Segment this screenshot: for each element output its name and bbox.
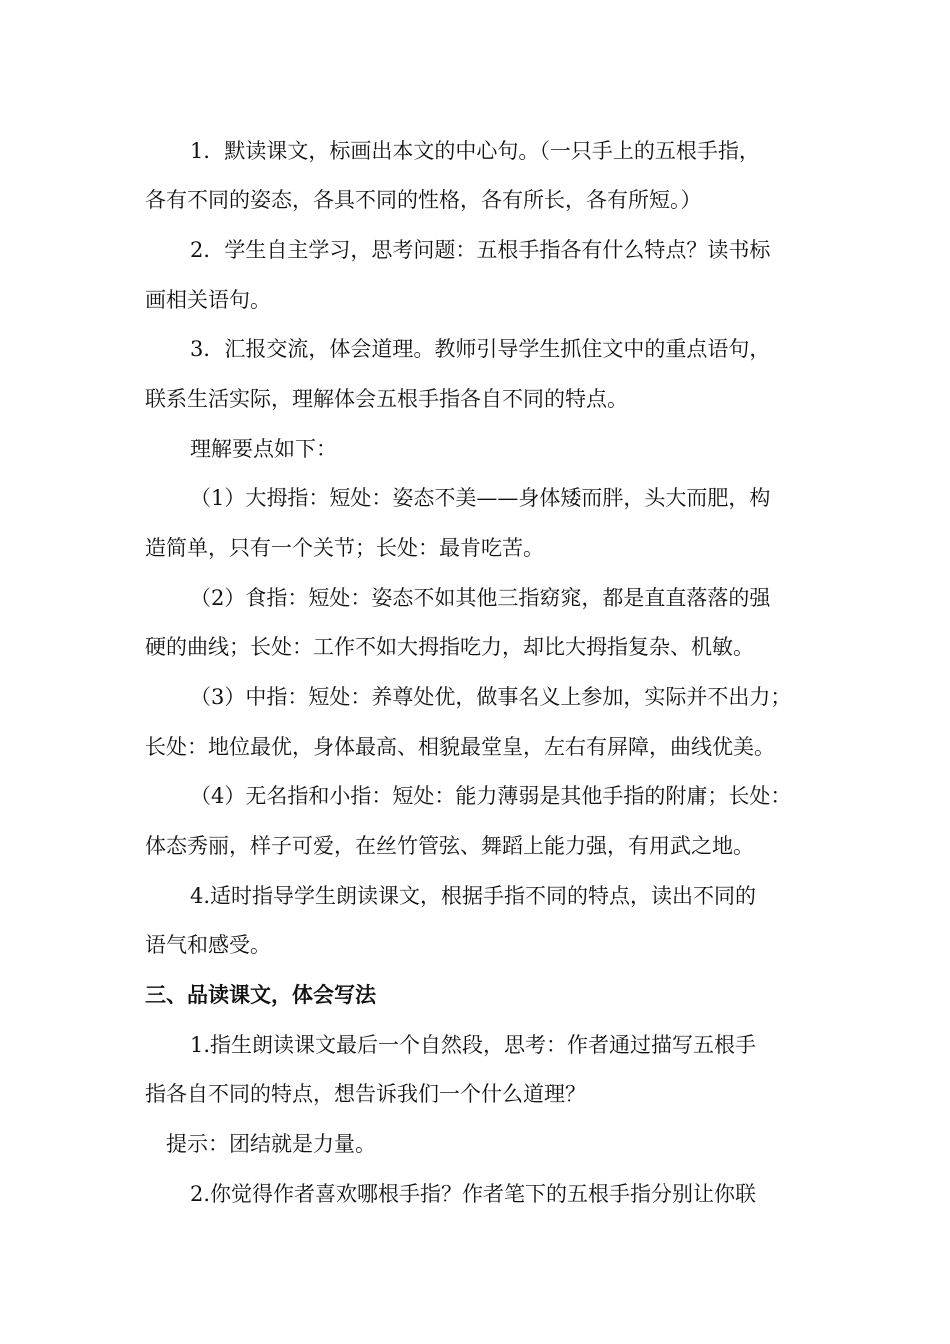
paragraph-line-16: 4.适时指导学生朗读课文，根据手指不同的特点，读出不同的 [190, 884, 757, 908]
paragraph-line-11: 硬的曲线；长处：工作不如大拇指吃力，却比大拇指复杂、机敏。 [145, 635, 754, 659]
paragraph-line-9: 造简单，只有一个关节；长处：最肯吃苦。 [145, 536, 544, 560]
paragraph-line-21: 提示：团结就是力量。 [166, 1132, 376, 1156]
paragraph-line-22: 2.你觉得作者喜欢哪根手指？作者笔下的五根手指分别让你联 [190, 1182, 757, 1206]
paragraph-line-2: 各有不同的姿态，各具不同的性格，各有所长，各有所短。） [145, 188, 702, 212]
paragraph-line-19: 1.指生朗读课文最后一个自然段，思考：作者通过描写五根手 [190, 1033, 757, 1057]
paragraph-line-4: 画相关语句。 [145, 288, 271, 312]
paragraph-line-13: 长处：地位最优，身体最高、相貌最堂皇，左右有屏障，曲线优美。 [145, 735, 775, 759]
paragraph-line-10: （2）食指：短处：姿态不如其他三指窈窕，都是直直落落的强 [190, 586, 771, 610]
paragraph-line-5: 3．汇报交流，体会道理。教师引导学生抓住文中的重点语句， [190, 337, 771, 361]
paragraph-line-1: 1．默读课文，标画出本文的中心句。（一只手上的五根手指， [190, 139, 760, 163]
paragraph-line-15: 体态秀丽，样子可爱，在丝竹管弦、舞蹈上能力强，有用武之地。 [145, 834, 754, 858]
paragraph-line-17: 语气和感受。 [145, 933, 271, 957]
paragraph-line-3: 2．学生自主学习，思考问题：五根手指各有什么特点？读书标 [190, 238, 771, 262]
paragraph-line-7: 理解要点如下： [190, 437, 337, 461]
paragraph-line-20: 指各自不同的特点，想告诉我们一个什么道理？ [145, 1082, 586, 1106]
paragraph-line-12: （3）中指：短处：养尊处优，做事名义上参加，实际并不出力； [190, 685, 792, 709]
paragraph-line-6: 联系生活实际，理解体会五根手指各自不同的特点。 [145, 387, 628, 411]
section-heading: 三、品读课文，体会写法 [145, 983, 376, 1007]
paragraph-line-8: （1）大拇指：短处：姿态不美——身体矮而胖，头大而肥，构 [190, 486, 771, 510]
paragraph-line-14: （4）无名指和小指：短处：能力薄弱是其他手指的附庸；长处： [190, 784, 792, 808]
